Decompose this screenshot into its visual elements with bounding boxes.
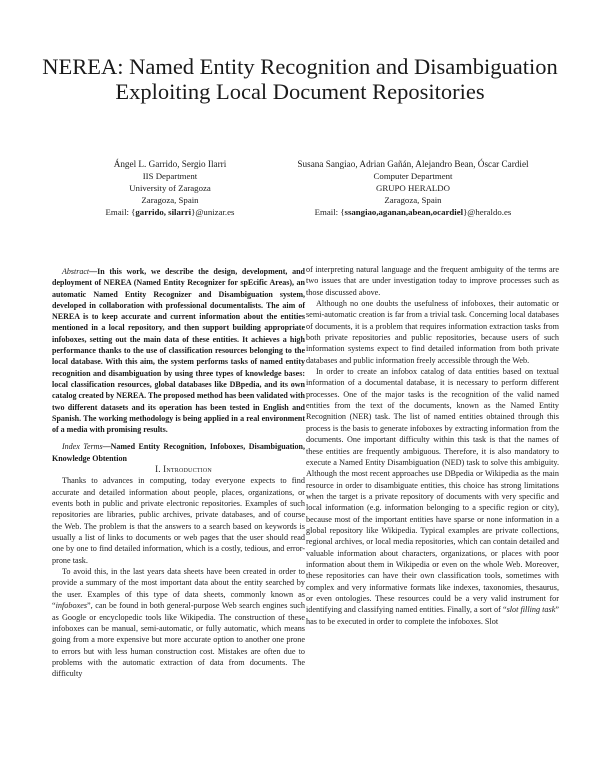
email-prefix: Email: { [105,207,136,217]
author-block-heraldo [268,158,558,218]
author-email [268,206,558,218]
email-users: ssangiao,aganan,abean,ocardiel [344,207,464,217]
author-department: Computer Department [373,171,453,181]
author-organization: University of Zaragoza [129,183,211,193]
intro-paragraph-2 [52,566,305,679]
index-terms-text: —Named Entity Recognition, Infoboxes, Disambiguation, Knowledge Obtention [52,442,305,463]
email-prefix: Email: { [314,207,345,217]
author-block-unizar [50,158,290,218]
author-names: Susana Sangiao, Adrian Gañán, Alejandro Bean, Óscar Cardiel [297,159,529,169]
author-location: Zaragoza, Spain [141,195,199,205]
author-location: Zaragoza, Spain [384,195,442,205]
emphasis-slot-filling: slot filling task [506,605,556,615]
intro-paragraph-2-continued: of interpreting natural language and the frequent ambiguity of the terms are two issues that are under investigation today to improve processes such as those discussed above. [306,265,559,297]
emphasis-infoboxes: infoboxes [55,601,88,611]
author-department: IIS Department [142,171,198,181]
abstract-text: —In this work, we describe the design, development, and deployment of NEREA (Named Entity Recognizer for spEcific Areas), an automatic Named Entity Recognizer and Disambiguation system, developed in collaboration with professional documentalists. The aim of NEREA is to keep accurate and current information about the entities mentioned in a local repository, and then support building appropriate infoboxes, setting out the main data of these entities. It achieves a high performance thanks to the use of classification resources belonging to the local database. With this aim, the system performs tasks of named entity recognition and disambiguation by using three types of knowledge bases: local classification resources, global databases like DBpedia, and its own catalog created by NEREA. The proposed method has been validated with two different datasets and its operation has been tested in English and Spanish. The working methodology is being applied in a real environment of a media with promising results. [52,267,305,435]
author-names: Ángel L. Garrido, Sergio Ilarri [113,159,227,169]
intro-paragraph-4 [306,366,559,627]
intro-paragraph-3: Although no one doubts the usefulness of infoboxes, their automatic or semi-automatic creation is far from a trivial task. Concerning local databases of documents, it is a problem that requires information extraction tasks from both private repositories and public repositories, because users of such information systems expect to find detailed information from both private databases and public information freely accessible through the Web. [306,299,559,365]
paragraph-text: ” has to be executed in order to complete the infoboxes. Slot [306,605,559,626]
right-column [306,264,559,627]
email-domain: }@unizar.es [191,207,235,217]
paper-title: NEREA: Named Entity Recognition and Disambiguation Exploiting Local Document Repositories [42,54,558,104]
intro-paragraph-1: Thanks to advances in computing, today everyone expects to find accurate and detailed information about people, places, organizations, or events both in public and private electronic repositories. Examples of such repositories are libraries, public archives, private databases, and of course the Web. The problem is that the answers to a search based on keywords is usually a list of links to documents or web pages that the user should read one by one to find detailed information, which is a costly, tedious, and error-prone task. [52,476,305,565]
paragraph-text: In order to create an infobox catalog of data entities based on textual information of a documental database, it is necessary to perform different processes. One of the major tasks is the recognition of the valid named entities from the text of the documents, known as the Named Entity Recognition (NER) task. The list of named entities obtained through this process is the basis to generate infoboxes by extracting information from the documents. One important difficulty within this task is that the names of these entities are frequently ambiguous. Therefore, it is also mandatory to execute a Named Entity Disambiguation (NED) task to solve this ambiguity. Although the most recent approaches use DBpedia or Wikipedia as the main resource in order to disambiguate entities, this choice has strong limitations when the target is a private repository of documents with very specific and local information (e.g. information belonging to a specific region or city), because most of the important entities have sparse or none information in a global repository like Wikipedia. Typical examples are private collections, regional archives, or local media repositories, which can contain detailed and valuable information about characters, organizations, or places with poor information about them in Wikipedia or even on the whole Web. Moreover, these repositories can have their own classification tools, sometimes with complex and very informative formats like indexes, taxonomies, thesaurus, or even ontologies. These resources could be a very valid instrument for identifying and classifying named entities. Finally, a sort of “ [306,367,559,615]
paragraph-text: To avoid this, in the last years data sheets have been created in order to provide a summary of the most important data about the entity searched by the user. Examples of this type of data sheets, commonly known as “ [52,567,305,611]
index-terms-label: Index Terms [62,442,103,452]
email-users: garrido, silarri [135,207,192,217]
abstract [52,266,305,435]
email-domain: }@heraldo.es [463,207,512,217]
author-organization: GRUPO HERALDO [375,183,451,193]
paragraph-text: ”, can be found in both general-purpose Web search engines such as Google or encyclopedic tools like Wikipedia. The construction of these infoboxes can be manual, semi-automatic, or fully automatic, which means going from a more expensive but more accurate option to another one prone to errors but with less human construction cost. Mistakes are often due to problems with the automatic extraction of data from documents. The difficulty [52,601,305,679]
left-column [52,266,305,680]
index-terms [52,441,305,464]
author-email [50,206,290,218]
abstract-label: Abstract [62,267,90,276]
section-heading-introduction: I. Introduction [155,464,212,475]
